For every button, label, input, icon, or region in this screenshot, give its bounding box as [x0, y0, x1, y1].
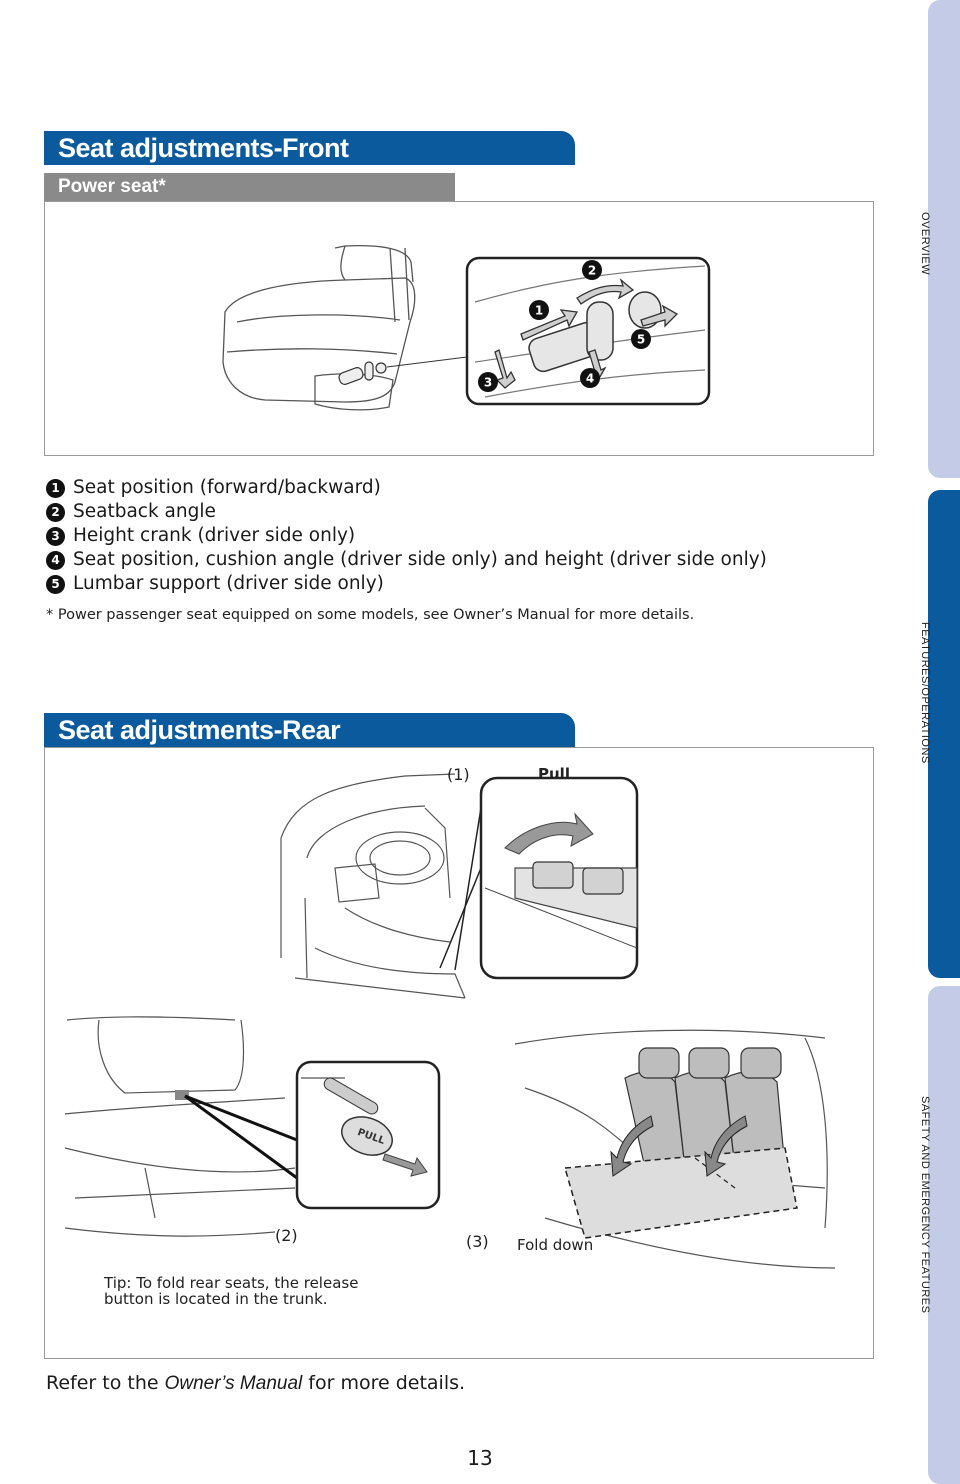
tab-overview[interactable] [928, 0, 960, 478]
number-badge: 3 [46, 527, 65, 546]
number-badge: 2 [46, 503, 65, 522]
list-item [46, 572, 767, 596]
badge-3: 3 [483, 375, 493, 390]
badge-4: 4 [585, 371, 595, 386]
number-badge: 4 [46, 551, 65, 570]
refer-text [46, 1372, 465, 1395]
list-item [46, 548, 767, 572]
manual-title: Owner’s Manual [164, 1373, 303, 1394]
step-3-label: (3) [466, 1232, 489, 1251]
feature-text: Seatback angle [73, 501, 216, 522]
page-number: 13 [467, 1446, 493, 1470]
number-badge: 1 [46, 479, 65, 498]
rear-seat-illustration-panel [44, 747, 874, 1359]
step-2-label: (2) [275, 1226, 298, 1245]
front-section-title: Seat adjustments-Front [44, 131, 575, 165]
list-item [46, 476, 767, 500]
tip-text: Tip: To fold rear seats, the release button is located in the trunk. [104, 1274, 359, 1308]
list-item [46, 524, 767, 548]
feature-text: Seat position, cushion angle (driver side only) and height (driver side only) [73, 549, 767, 570]
rear-seat-illustration [45, 748, 873, 1358]
fold-down-label: Fold down [517, 1236, 594, 1254]
feature-text: Lumbar support (driver side only) [73, 573, 384, 594]
tab-label-features: FEATURES/OPERATIONS [919, 622, 931, 764]
badge-2: 2 [587, 263, 597, 278]
power-seat-illustration [45, 202, 873, 455]
pull-knob-text: PULL [355, 1126, 387, 1147]
number-badge: 5 [46, 575, 65, 594]
front-seat-illustration-panel [44, 201, 874, 456]
front-feature-list [46, 476, 767, 596]
feature-text: Height crank (driver side only) [73, 525, 356, 546]
tab-safety-emergency[interactable] [928, 986, 960, 1484]
badge-1: 1 [534, 303, 544, 318]
list-item [46, 500, 767, 524]
tab-label-safety: SAFETY AND EMERGENCY FEATURES [919, 1096, 931, 1314]
tab-label-overview: OVERVIEW [919, 212, 931, 276]
driver-door-drawing [281, 774, 465, 998]
power-seat-subtitle: Power seat* [44, 173, 455, 201]
feature-text: Seat position (forward/backward) [73, 477, 381, 498]
rear-section-title: Seat adjustments-Rear [44, 713, 575, 747]
tab-features-operations[interactable] [928, 490, 960, 978]
step-1-label: (1) [447, 765, 470, 784]
badge-5: 5 [636, 332, 646, 347]
pull-label: Pull [538, 765, 570, 783]
refer-after: for more details. [302, 1372, 466, 1394]
footnote: * Power passenger seat equipped on some models, see Owner’s Manual for more details. [46, 607, 695, 623]
refer-before: Refer to the [46, 1372, 165, 1394]
